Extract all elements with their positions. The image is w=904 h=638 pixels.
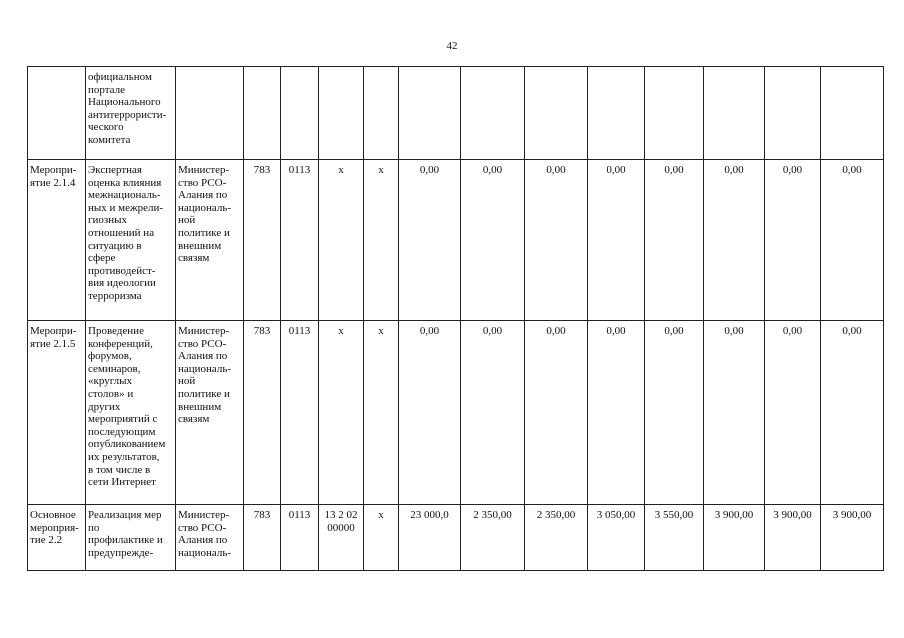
event-description-cell: официальном портале Национального антитеррористи- ческого комитета [86, 67, 176, 160]
executor-cell [176, 67, 244, 160]
funding-value-cell: 0,00 [525, 321, 588, 505]
funding-value-cell: 3 050,00 [588, 505, 645, 571]
expense-type-cell: x [364, 505, 399, 571]
section-code-cell: 0113 [281, 321, 319, 505]
funding-value-cell: 0,00 [645, 321, 704, 505]
grbs-code-cell [244, 67, 281, 160]
funding-value-cell: 0,00 [588, 321, 645, 505]
funding-value-cell [399, 67, 461, 160]
funding-value-cell [461, 67, 525, 160]
funding-value-cell: 0,00 [821, 321, 884, 505]
event-id-cell [28, 67, 86, 160]
event-description-cell: Экспертная оценка влияния межнациональ- ных и межрели- гиозных отношений на ситуацию в сфере противодейст- вия идеологии терроризма [86, 160, 176, 321]
funding-value-cell: 0,00 [461, 321, 525, 505]
funding-value-cell: 0,00 [765, 160, 821, 321]
executor-cell: Министер- ство РСО- Алания по националь- [176, 505, 244, 571]
page-number: 42 [446, 40, 458, 52]
table-row [28, 321, 884, 505]
event-id-cell: Основное мероприя- тие 2.2 [28, 505, 86, 571]
funding-value-cell [645, 67, 704, 160]
executor-cell: Министер- ство РСО- Алания по националь- ной политике и внешним связям [176, 321, 244, 505]
funding-value-cell [588, 67, 645, 160]
target-article-cell [319, 67, 364, 160]
grbs-code-cell: 783 [244, 321, 281, 505]
funding-value-cell: 0,00 [821, 160, 884, 321]
executor-cell: Министер- ство РСО- Алания по националь- ной политике и внешним связям [176, 160, 244, 321]
funding-value-cell [525, 67, 588, 160]
funding-value-cell: 0,00 [461, 160, 525, 321]
funding-value-cell [704, 67, 765, 160]
section-code-cell: 0113 [281, 505, 319, 571]
table-row [28, 160, 884, 321]
funding-value-cell: 0,00 [765, 321, 821, 505]
funding-value-cell: 3 900,00 [821, 505, 884, 571]
funding-value-cell: 23 000,0 [399, 505, 461, 571]
funding-value-cell: 3 900,00 [765, 505, 821, 571]
table-row [28, 505, 884, 571]
expense-type-cell: x [364, 321, 399, 505]
event-id-cell: Меропри- ятие 2.1.5 [28, 321, 86, 505]
grbs-code-cell: 783 [244, 505, 281, 571]
funding-value-cell [765, 67, 821, 160]
funding-value-cell: 3 900,00 [704, 505, 765, 571]
grbs-code-cell: 783 [244, 160, 281, 321]
funding-value-cell: 0,00 [525, 160, 588, 321]
section-code-cell [281, 67, 319, 160]
funding-value-cell: 0,00 [399, 160, 461, 321]
funding-value-cell: 2 350,00 [461, 505, 525, 571]
section-code-cell: 0113 [281, 160, 319, 321]
expense-type-cell: x [364, 160, 399, 321]
event-description-cell: Проведение конференций, форумов, семинаров, «круглых столов» и других мероприятий с последующим опубликованием их результатов, в том числе в сети Интернет [86, 321, 176, 505]
event-id-cell: Меропри- ятие 2.1.4 [28, 160, 86, 321]
funding-value-cell: 0,00 [399, 321, 461, 505]
expense-type-cell [364, 67, 399, 160]
target-article-cell: x [319, 160, 364, 321]
funding-value-cell: 2 350,00 [525, 505, 588, 571]
table-row [28, 67, 884, 160]
program-table [27, 66, 884, 571]
funding-value-cell: 0,00 [704, 321, 765, 505]
target-article-cell: x [319, 321, 364, 505]
funding-value-cell: 0,00 [645, 160, 704, 321]
funding-value-cell: 3 550,00 [645, 505, 704, 571]
funding-value-cell [821, 67, 884, 160]
target-article-cell: 13 2 02 00000 [319, 505, 364, 571]
event-description-cell: Реализация мер по профилактике и предупрежде- [86, 505, 176, 571]
funding-value-cell: 0,00 [588, 160, 645, 321]
funding-value-cell: 0,00 [704, 160, 765, 321]
